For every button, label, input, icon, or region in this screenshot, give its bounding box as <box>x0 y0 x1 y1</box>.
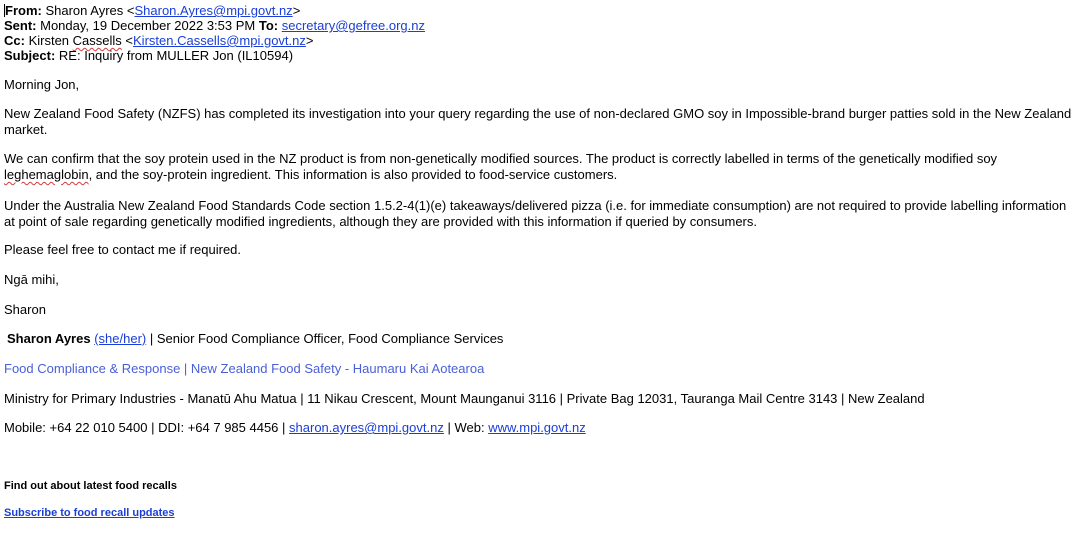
recalls-line <box>4 505 1078 521</box>
recalls-subscribe-link[interactable]: Subscribe to food recall updates <box>4 507 175 519</box>
from-close: > <box>292 3 301 18</box>
cc-open: < <box>125 33 134 48</box>
paragraph-confirmation-part1: We can confirm that the soy protein used in the NZ product is from non-genetically modified sources. The product is correctly labelled in terms of the genetically modified soy <box>4 151 998 166</box>
paragraph-confirmation-part2: , and the soy-protein ingredient. This information is also provided to food-service customers. <box>88 167 618 182</box>
cc-close: > <box>305 33 314 48</box>
sent-value: Monday, 19 December 2022 3:53 PM <box>40 18 256 33</box>
signature-title: | Senior Food Compliance Officer, Food Compliance Services <box>149 331 504 346</box>
signature-pronouns-link[interactable]: (she/her) <box>94 331 147 346</box>
cc-name-first: Kirsten <box>28 33 70 48</box>
subject-line <box>4 48 1078 63</box>
recalls-heading: Find out about latest food recalls <box>4 480 177 492</box>
signature-name-line <box>7 331 1081 347</box>
signature-unit: Food Compliance & Response | New Zealand Food Safety - Haumaru Kai Aotearoa <box>4 361 485 376</box>
cc-label: Cc: <box>4 33 25 48</box>
signature-web-prefix: | Web: <box>443 420 489 435</box>
signature-address: Ministry for Primary Industries - Manatū Ahu Matua | 11 Nikau Crescent, Mount Maunganui 3116 | Private Bag 12031, Tauranga Mail Centre 3143 | New Zealand <box>4 391 925 406</box>
to-label: To: <box>258 18 279 33</box>
cc-email-link[interactable]: Kirsten.Cassells@mpi.govt.nz <box>133 33 306 48</box>
cc-line <box>4 33 1078 48</box>
cc-name-last: Cassells <box>72 33 122 48</box>
signature-web-link[interactable]: www.mpi.govt.nz <box>488 420 586 435</box>
subject-label: Subject: <box>4 48 56 63</box>
subject-value: RE: Inquiry from MULLER Jon (IL10594) <box>58 48 294 63</box>
signature-email-link[interactable]: sharon.ayres@mpi.govt.nz <box>289 420 444 435</box>
to-email-link[interactable]: secretary@gefree.org.nz <box>281 18 425 33</box>
paragraph-contact: Please feel free to contact me if required. <box>4 242 242 257</box>
signature-contact-prefix: Mobile: +64 22 010 5400 | DDI: +64 7 985 4456 | <box>4 420 290 435</box>
closing: Ngā mihi, <box>4 272 59 287</box>
greeting: Morning Jon, <box>4 77 80 92</box>
paragraph-food-code: Under the Australia New Zealand Food Standards Code section 1.5.2-4(1)(e) takeaways/delivered pizza (i.e. for immediate consumption) are not required to provide labelling information at point of sale regarding genetically modified ingredients, although they are provided with this information if queried by consumers. <box>4 198 1067 229</box>
sent-line <box>4 18 1078 33</box>
paragraph-confirmation-word: leghemaglobin <box>4 167 89 182</box>
signature-contact <box>4 420 1078 436</box>
sent-label: Sent: <box>4 18 37 33</box>
paragraph-investigation: New Zealand Food Safety (NZFS) has completed its investigation into your query regarding the use of non-declared GMO soy in Impossible-brand burger patties sold in the New Zealand market. <box>4 106 1072 137</box>
from-line <box>4 3 1078 18</box>
from-label: From: <box>5 3 42 18</box>
paragraph-confirmation <box>4 151 1078 183</box>
signoff: Sharon <box>4 302 46 317</box>
signature-name: Sharon Ayres <box>7 331 91 346</box>
from-name: Sharon Ayres < <box>45 3 135 18</box>
email-message <box>4 3 1078 63</box>
from-email-link[interactable]: Sharon.Ayres@mpi.govt.nz <box>134 3 293 18</box>
